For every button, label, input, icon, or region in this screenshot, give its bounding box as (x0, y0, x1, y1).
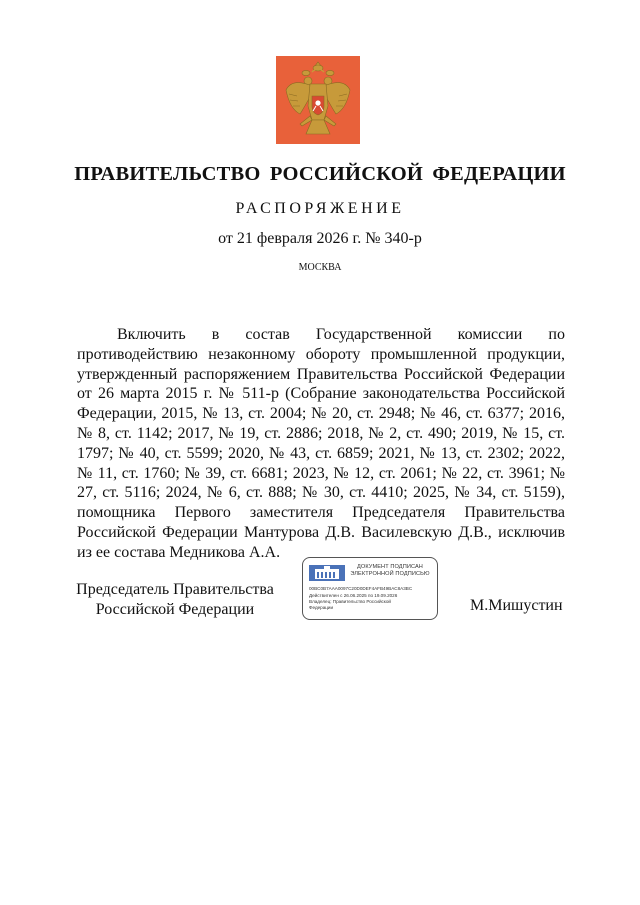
stamp-heading-line-1: ДОКУМЕНТ ПОДПИСАН (357, 564, 423, 570)
stamp-owner-line-2: Федерации (309, 605, 334, 610)
stamp-owner-line-1: Владелец: Правительство Российской (309, 599, 391, 604)
government-building-icon (309, 565, 345, 581)
signer-title-line-1: Председатель Правительства (76, 581, 274, 598)
stamp-heading (343, 564, 437, 578)
stamp-validity: Действителен с 26.06.2025 по 19.09.2026 (309, 593, 398, 598)
document-city: МОСКВА (298, 262, 342, 273)
document-date-number: от 21 февраля 2026 г. № 340-р (218, 230, 422, 247)
stamp-heading-line-2: ЭЛЕКТРОННОЙ ПОДПИСЬЮ (350, 571, 430, 577)
signer-title-line-2: Российской Федерации (95, 601, 255, 618)
stamp-certificate: 00BC0B7AAA0097C20D0DEF4AFB49BAC8A3BC (309, 586, 413, 591)
document-type: РАСПОРЯЖЕНИЕ (235, 200, 405, 217)
order-body-text: Включить в состав Государственной комиссии по противодействию незаконному обороту промышленной продукции, утвержденный распоряжением Правительства Российской Федерации от 26 марта 2015 г. № 511-р (Собрание законодательства Российской Федерации, 2015, № 13, ст. 2004; № 20, ст. 2948; № 46, ст. 6377; 2016, № 8, ст. 1142; 2017, № 19, ст. 2886; 2018, № 2, ст. 490; 2019, № 15, ст. 1797; № 40, ст. 5599; 2020, № 43, ст. 6859; 2021, № 13, ст. 2302; 2022, № 11, ст. 1760; № 39, ст. 6681; 2023, № 12, ст. 2061; № 22, ст. 3961; № 27, ст. 5116; 2024, № 6, ст. 888; № 30, ст. 4410; 2025, № 34, ст. 5159), помощника Первого заместителя Председателя Правительства Российской Федерации Мантурова Д.В. Василевскую Д.В., исключив из ее состава Медникова А.А. (77, 326, 565, 561)
signer-title (75, 580, 275, 620)
government-title: ПРАВИТЕЛЬСТВО РОССИЙСКОЙ ФЕДЕРАЦИИ (74, 163, 566, 185)
coat-of-arms-emblem (276, 56, 360, 144)
electronic-signature-stamp (302, 557, 438, 620)
signer-name: М.Мишустин (470, 597, 563, 614)
